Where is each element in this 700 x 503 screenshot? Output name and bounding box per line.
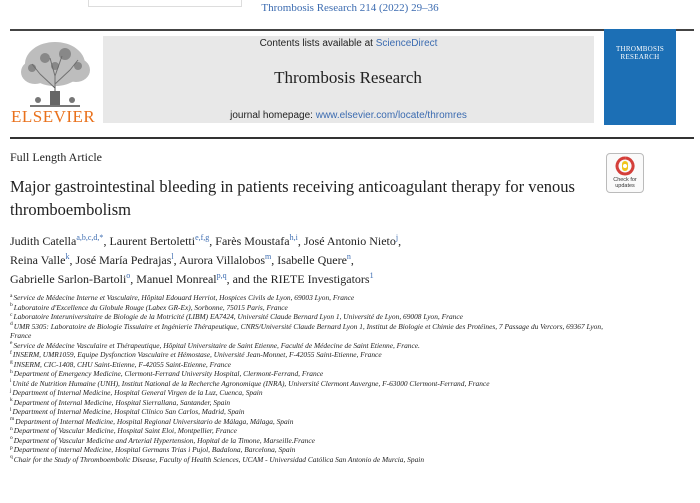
author-affil-sup[interactable]: h,i: [289, 233, 298, 242]
author[interactable]: [109, 234, 209, 248]
cover-title-line-2: RESEARCH: [620, 53, 660, 61]
author[interactable]: [253, 272, 374, 286]
affiliation: [10, 436, 610, 446]
author-affil-sup[interactable]: j: [395, 233, 399, 242]
author[interactable]: [10, 234, 103, 248]
author-name: Judith Catella: [10, 234, 77, 248]
article-title: Major gastrointestinal bleeding in patients receiving anticoagulant therapy for venous thromboembolism: [10, 177, 575, 219]
author-affil-sup[interactable]: a,b,c,d,*: [76, 233, 104, 242]
author[interactable]: [277, 253, 351, 267]
affiliation-text: Service de Médecine Vasculaire et Thérapeutique, Hôpital Universitaire de Saint Etienne, Faculté de Médecine de Saint Etienne, France.: [13, 340, 420, 350]
affiliation-text: Unité de Nutrition Humaine (UNH), Institut National de la Recherche Agronomique (INRA), Université Clermont Auvergne, F-63000 Clermont-Ferrand, France: [12, 378, 490, 388]
author[interactable]: [10, 253, 69, 267]
affiliation-sup: d: [10, 321, 13, 328]
affiliation-list: [10, 293, 610, 464]
author-name: José María Pedrajas: [75, 253, 172, 267]
affiliation-sup: o: [10, 435, 13, 442]
affiliation-text: Laboratoire d'Excellence du Globule Rouge (Labex GR-Ex), Sorbonne, 75015 Paris, France: [13, 302, 288, 312]
affiliation-sup: l: [10, 406, 12, 413]
author-name: Reina Valle: [10, 253, 66, 267]
author-name: Aurora Villalobos: [179, 253, 266, 267]
author-affil-sup[interactable]: p,q: [216, 271, 227, 280]
check-for-updates-button[interactable]: [606, 153, 644, 193]
affiliation-text: Department of Vascular Medicine and Arterial Hypertension, Hopital de la Timone, Marseille.France: [13, 435, 315, 445]
authors-and: and: [232, 272, 250, 286]
affiliation-text: Chair for the Study of Thromboembolic Disease, Faculty of Health Sciences, UCAM - Universidad Católica San Antonio de Murcia, Spain: [13, 454, 425, 464]
affiliation-sup: m: [10, 416, 15, 423]
check-for-updates-label: [607, 177, 643, 189]
affiliation: [10, 426, 610, 436]
author[interactable]: [304, 234, 398, 248]
check-for-updates-line-2: updates: [615, 183, 635, 189]
author[interactable]: [75, 253, 173, 267]
header-bottom-rule: [10, 137, 694, 139]
author-affil-sup[interactable]: o: [126, 271, 131, 280]
elsevier-wordmark: ELSEVIER: [11, 107, 96, 126]
affiliation-text: Department of Vascular Medicine, Hospital Saint Eloi, Montpellier, France: [13, 426, 237, 435]
author[interactable]: [179, 253, 271, 267]
affiliation-text: Department of Internal Medicine, Hospital Clínico San Carlos, Madrid, Spain: [12, 407, 245, 416]
affiliation-sup: n: [10, 425, 13, 432]
journal-cover-image[interactable]: [604, 29, 676, 125]
affiliation-sup: h: [10, 368, 13, 375]
affiliation-sup: j: [10, 387, 12, 394]
affiliation-sup: b: [10, 302, 13, 309]
affiliation-sup: i: [10, 378, 12, 385]
journal-banner: [103, 36, 594, 123]
affiliation: [10, 360, 610, 370]
affiliation: [10, 341, 610, 351]
affiliation-text: INSERM, UMR1059, Equipe Dysfonction Vasculaire et Hémostase, Université Jean-Monnet, F-42055 Saint-Etienne, France: [12, 350, 382, 359]
check-for-updates-icon: [607, 154, 643, 178]
journal-homepage: [103, 110, 594, 121]
header-top-rule: [10, 29, 694, 31]
contents-available: [103, 38, 594, 49]
affiliation-text: Department of Internal Medicine, Hospital Sierrallana, Santander, Spain: [13, 397, 231, 407]
affiliation: [10, 407, 610, 417]
affiliation-text: Department of Internal Medicine, Hospital Regional Universitario de Málaga, Málaga, Spain: [15, 416, 294, 426]
author-affil-sup[interactable]: k: [65, 252, 70, 261]
author-affil-sup[interactable]: n: [346, 252, 351, 261]
cover-title: [604, 45, 676, 61]
author-name: Farès Moustafa: [215, 234, 290, 248]
affiliation: [10, 312, 610, 322]
affiliation-text: Department of Internal Medicine, Hospital General Virgen de la Luz, Cuenca, Spain: [12, 388, 263, 397]
author-name: Isabelle Quere: [277, 253, 347, 267]
journal-title: Thrombosis Research: [274, 68, 422, 87]
author-affil-sup[interactable]: m: [265, 252, 272, 261]
affiliation-text: UMR 5305: Laboratoire de Biologie Tissulaire et Ingénierie Thérapeutique, CNRS/Université Claude Bernard Lyon 1, Institut de Biologie et Chimie des Protéines, 7 Passage du Vercors, 69367 Lyon, France: [10, 321, 603, 340]
affiliation: [10, 379, 610, 389]
author-name: the RIETE Investigators: [252, 272, 370, 286]
affiliation-text: Department of internal Medicine, Hospital Germans Trias i Pujol, Badalona, Barcelona, Spain: [13, 445, 296, 454]
affiliation-text: Department of Emergency Medicine, Clermont-Ferrand University Hospital, Clermont-Ferrand, France: [13, 369, 324, 378]
contents-prefix: Contents lists available at: [259, 38, 376, 49]
affiliation: [10, 417, 610, 427]
affiliation: [10, 350, 610, 360]
affiliation-sup: k: [10, 397, 13, 404]
affiliation-text: Laboratoire Interuniversitaire de Biologie de la Motricité (LIBM) EA7424, Université Claude Bernard Lyon 1, Université de Lyon, 69008 Lyon, France: [13, 312, 463, 321]
cover-title-line-1: THROMBOSIS: [615, 45, 665, 53]
affiliation-sup: p: [10, 444, 13, 451]
homepage-prefix: journal homepage:: [230, 110, 316, 121]
author[interactable]: [136, 272, 226, 286]
check-for-updates-line-1: Check for: [613, 177, 637, 183]
article-type: Full Length Article: [10, 150, 102, 164]
author[interactable]: [10, 272, 130, 286]
affiliation: [10, 398, 610, 408]
author-name: Laurent Bertoletti: [109, 234, 196, 248]
affiliation-sup: a: [10, 292, 13, 299]
author-affil-sup[interactable]: 1: [369, 271, 374, 280]
author-name: José Antonio Nieto: [303, 234, 396, 248]
author-name: Gabrielle Sarlon-Bartoli: [10, 272, 127, 286]
affiliation-sup: f: [10, 349, 12, 356]
homepage-url-link[interactable]: www.elsevier.com/locate/thromres: [315, 110, 467, 121]
author-name: Manuel Monreal: [136, 272, 217, 286]
affiliation-sup: c: [10, 311, 13, 318]
affiliation: [10, 322, 610, 341]
affiliation-sup: e: [10, 340, 13, 347]
affiliation: [10, 303, 610, 313]
affiliation-text: Service de Médecine Interne et Vasculaire, Hôpital Edouard Herriot, Hospices Civils de Lyon, 69003 Lyon, France: [13, 293, 355, 302]
affiliation: [10, 369, 610, 379]
sciencedirect-link[interactable]: ScienceDirect: [375, 38, 438, 49]
author-affil-sup[interactable]: l: [171, 252, 174, 261]
author-list: Judith Catella$^{a,b,c,d,*}$, Laurent Bertoletti$^{e,f,g}$, Farès Moustafa$^{h,i}$, José Antonio Nieto$^j$, Reina Valle$^k$, José María Pedrajas$^l$, Aurora Villalobos$^m$, Isabelle Quere$^n$, Gabrielle Sarlon-Bartoli$^o$, Manuel Monreal$^{p,q}$, and the RIETE Investigators$^1$: [10, 233, 402, 286]
journal-reference-link[interactable]: Thrombosis Research 214 (2022) 29–36: [261, 2, 439, 14]
affiliation-text: INSERM, CIC-1408, CHU Saint-Etienne, F-42055 Saint-Etienne, France: [13, 359, 231, 369]
affiliation-sup: q: [10, 454, 13, 461]
affiliation: [10, 388, 610, 398]
affiliation: [10, 455, 610, 465]
author[interactable]: [215, 234, 298, 248]
affiliation-sup: g: [10, 359, 13, 366]
author-affil-sup[interactable]: e,f,g: [195, 233, 210, 242]
affiliation: [10, 445, 610, 455]
affiliation: [10, 293, 610, 303]
